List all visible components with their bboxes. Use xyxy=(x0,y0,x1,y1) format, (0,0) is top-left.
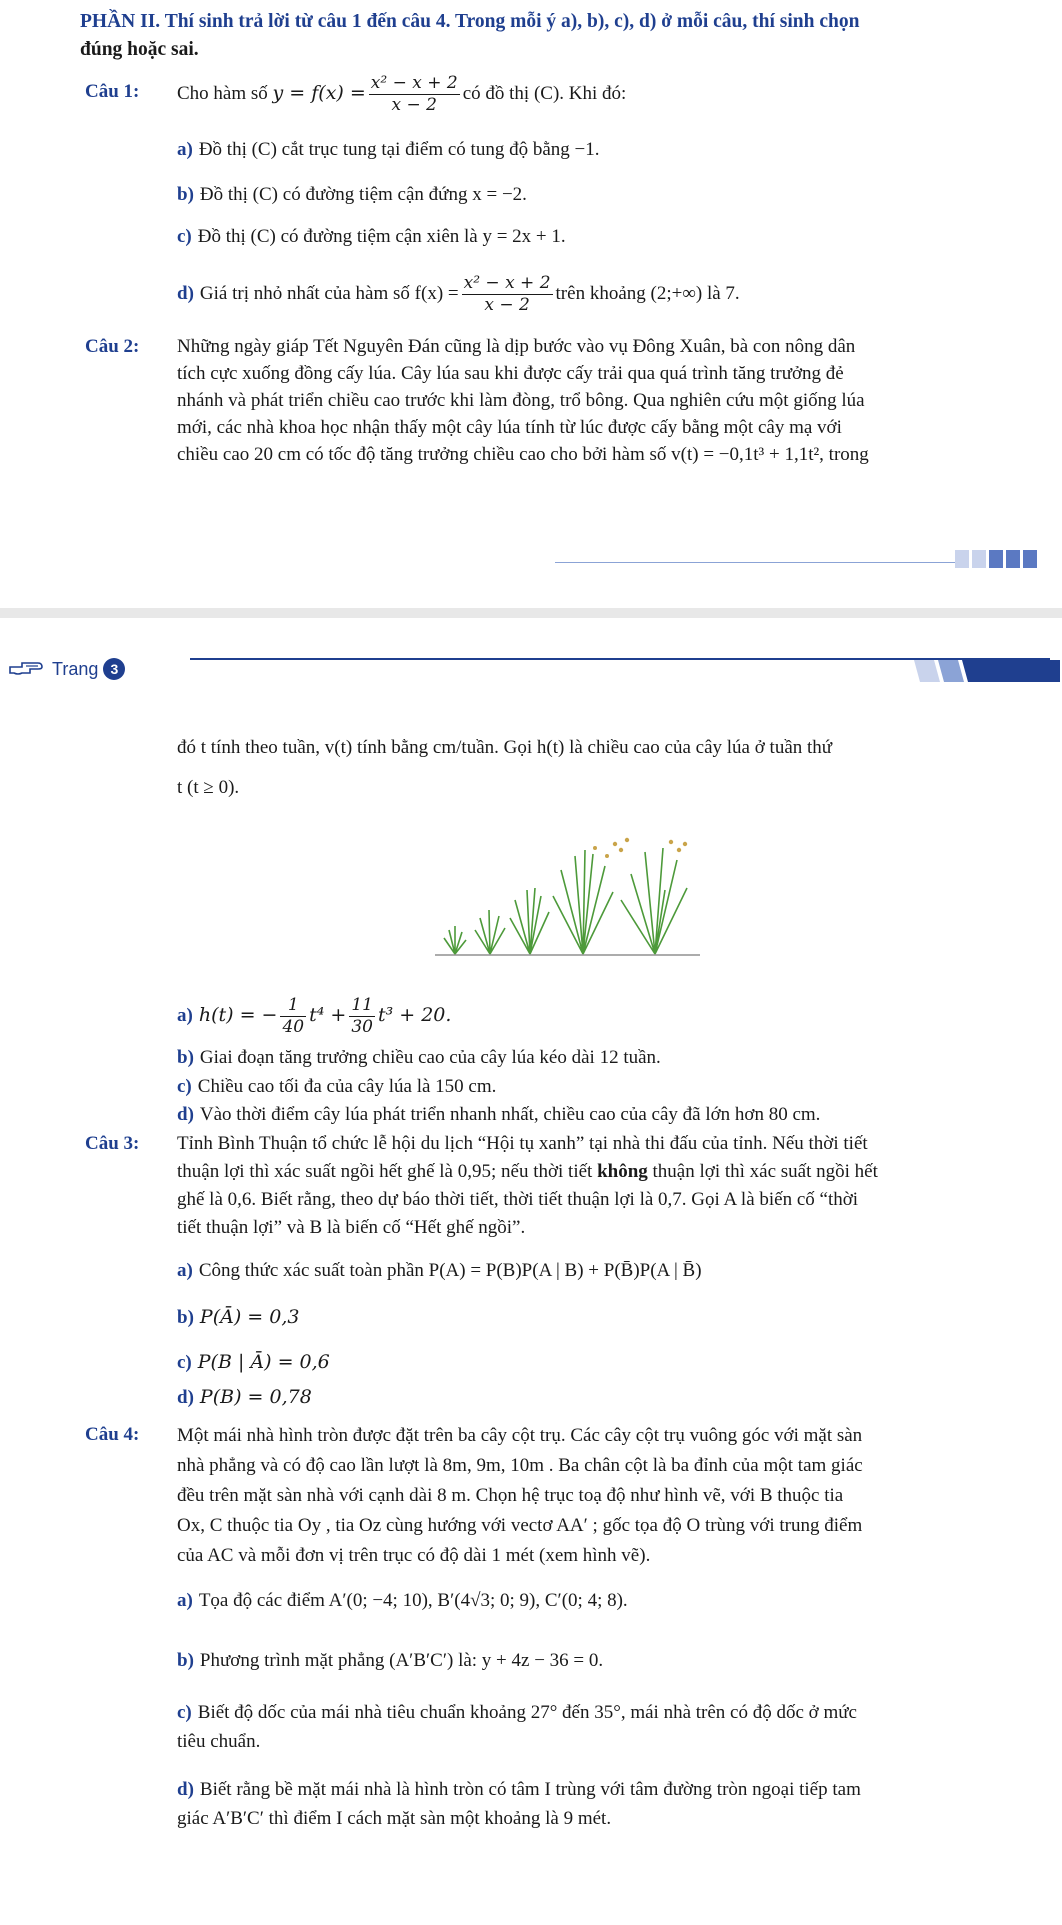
q4-option-b: b) Phương trình mặt phẳng (A′B′C′) là: y + 4z − 36 = 0. xyxy=(177,1650,604,1671)
page-header-decoration xyxy=(910,658,1060,684)
q2-option-a: a) h(t) = − $\frac{1}{40}$ t⁴ + $\frac{11}{30}$ t³ + 20. xyxy=(177,995,452,1037)
q3-label: Câu 3: xyxy=(85,1133,140,1154)
q2-option-b: b) Giai đoạn tăng trưởng chiều cao của cây lúa kéo dài 12 tuần. xyxy=(177,1047,661,1068)
q2-paragraph: Những ngày giáp Tết Nguyên Đán cũng là dịp bước vào vụ Đông Xuân, bà con nông dân tích cực xuống đồng cấy lúa. Cây lúa sau khi được cấy trải qua quá trình tăng trưởng đẻ nhánh và phát triển chiều cao trước khi làm đòng, trổ bông. Qua nghiên cứu một giống lúa mới, các nhà khoa học nhận thấy một cây lúa tính từ lúc được cấy bằng một cây mạ với chiều cao 20 cm có tốc độ tăng trưởng chiều cao cho bởi hàm số v(t) = −0,1t³ + 1,1t², trong xyxy=(177,336,869,465)
q3-option-d: d) P(B) = 0,78 xyxy=(177,1386,312,1408)
page-num-badge: 3 xyxy=(103,658,125,680)
q1-stem xyxy=(177,66,626,122)
q3-option-a: a) Công thức xác suất toàn phần P(A) = P(B)P(A | B) + P(B̄)P(A | B̄) xyxy=(177,1260,702,1281)
q1-option-c: c) Đồ thị (C) có đường tiệm cận xiên là y = 2x + 1. xyxy=(177,226,566,247)
q1-stem-func: y = f(x) = xyxy=(272,82,366,105)
page-break-band xyxy=(0,608,1062,618)
q3-option-b: b) P(Ā) = 0,3 xyxy=(177,1306,300,1328)
q4-option-d: d) Biết rằng bề mặt mái nhà là hình tròn có tâm I trùng với tâm đường tròn ngoại tiếp tam giác A′B′C′ thì điểm I cách mặt sàn một khoảng là 9 mét. xyxy=(177,1779,861,1829)
q1-option-d: d) Giá trị nhỏ nhất của hàm số f(x) = $\frac{\text{x² − x + 2}}{x - 2}$ trên khoảng (2;+∞) là 7. xyxy=(177,273,740,315)
q4-option-c: c) Biết độ dốc của mái nhà tiêu chuẩn khoảng 27° đến 35°, mái nhà trên có độ dốc ở mức tiêu chuẩn. xyxy=(177,1702,857,1752)
section-header-line1: PHẦN II. Thí sinh trả lời từ câu 1 đến câu 4. Trong mỗi ý a), b), c), d) ở mỗi câu, thí sinh chọn xyxy=(80,11,860,32)
rice-growth-illustration xyxy=(435,830,700,960)
q2-a-frac1: $\frac{1}{40}$ xyxy=(282,995,305,1037)
footer-divider xyxy=(555,562,955,563)
q2-a-frac2: $\frac{11}{30}$ xyxy=(351,995,373,1037)
q2-continuation: đó t tính theo tuần, v(t) tính bằng cm/tuần. Gọi h(t) là chiều cao của cây lúa ở tuần thứ t (t ≥ 0). xyxy=(177,737,833,798)
q1-stem-post: có đồ thị (C). Khi đó: xyxy=(462,83,627,105)
section-header-line2: đúng hoặc sai. xyxy=(80,39,199,61)
q1-stem-pre: Cho hàm số xyxy=(177,83,268,105)
q1-option-b: b) Đồ thị (C) có đường tiệm cận đứng x = −2. xyxy=(177,184,527,205)
footer-decoration xyxy=(955,549,1050,567)
q1-fraction: $\frac{\text{x² − x + 2}}{x - 2}$ xyxy=(370,73,458,115)
q1-option-a: a) Đồ thị (C) cắt trục tung tại điểm có tung độ bằng −1. xyxy=(177,139,600,160)
q2-option-d: d) Vào thời điểm cây lúa phát triển nhanh nhất, chiều cao của cây đã lớn hơn 80 cm. xyxy=(177,1104,821,1125)
q4-option-a: a) Tọa độ các điểm A′(0; −4; 10), B′(4√3; 0; 9), C′(0; 4; 8). xyxy=(177,1590,628,1611)
q1-label: Câu 1: xyxy=(85,81,140,102)
q4-paragraph: Một mái nhà hình tròn được đặt trên ba cây cột trụ. Các cây cột trụ vuông góc với mặt sàn nhà phẳng và có độ cao lần lượt là 8m, 9m, 10m . Ba chân cột là ba đỉnh của một tam giác đều trên mặt sàn nhà với cạnh dài 8 m. Chọn hệ trục toạ độ như hình vẽ, với B thuộc tia Ox, C thuộc tia Oy , tia Oz cùng hướng với vectơ AA′ ; gốc tọa độ O trùng với trung điểm của AC và mỗi đơn vị trên trục có độ dài 1 mét (xem hình vẽ). xyxy=(177,1425,863,1566)
q3-paragraph: Tỉnh Bình Thuận tổ chức lễ hội du lịch “Hội tụ xanh” tại nhà thi đấu của tỉnh. Nếu thời tiết thuận lợi thì xác suất ngồi hết ghế là 0,95; nếu thời tiết không thuận lợi thì xác suất ngồi hết ghế là 0,6. Biết rằng, theo dự báo thời tiết, thời tiết thuận lợi là 0,7. Gọi A là biến cố “thời tiết thuận lợi” và B là biến cố “Hết ghế ngồi”. xyxy=(177,1133,878,1238)
q4-label: Câu 4: xyxy=(85,1424,140,1445)
pointing-hand-icon xyxy=(8,659,44,679)
page-number xyxy=(8,655,125,683)
q2-label: Câu 2: xyxy=(85,336,140,357)
section-header xyxy=(80,8,980,65)
page-label: Trang xyxy=(52,658,99,679)
q3-option-c: c) P(B | Ā) = 0,6 xyxy=(177,1351,330,1373)
q1-d-fraction: $\frac{\text{x² − x + 2}}{x - 2}$ xyxy=(463,273,551,315)
q2-option-c: c) Chiều cao tối đa của cây lúa là 150 cm. xyxy=(177,1076,497,1097)
